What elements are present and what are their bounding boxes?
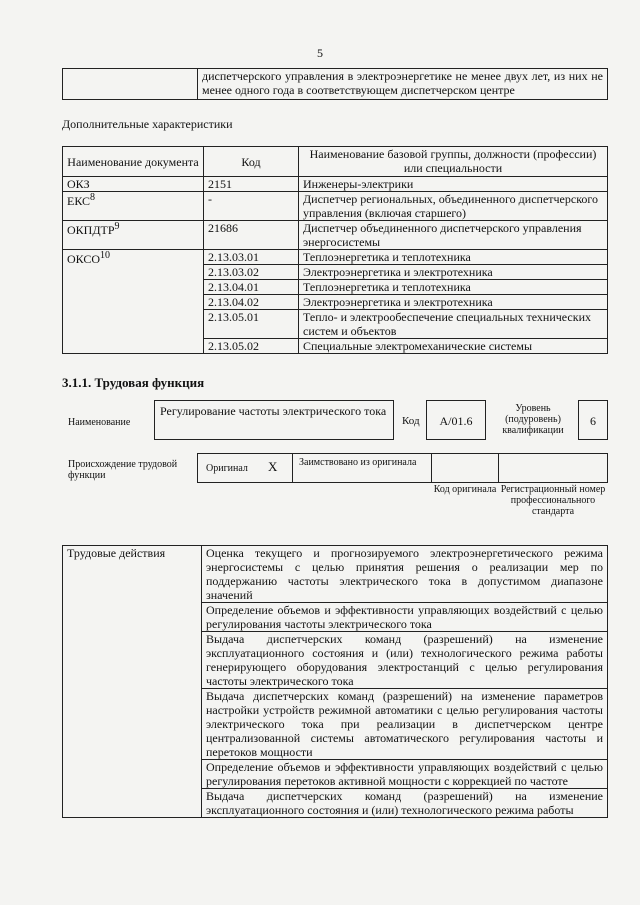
characteristics-table [62, 146, 608, 354]
labor-action-item: Определение объемов и эффективности управляющих воздействий с целью регулирования перетоков активной мощности с коррекцией по частоте [202, 760, 608, 789]
eks-code: - [204, 192, 299, 221]
okz-code: 2151 [204, 177, 299, 192]
okso-name: Тепло- и электрообеспечение специальных технических систем и объектов [299, 310, 608, 339]
labor-action-item: Выдача диспетчерских команд (разрешений) на изменение параметров настройки устройств режимной автоматики с целью регулирования частоты электрического тока при реализации в диспетчерском центре централизованной системы автоматического регулирования частоты и перетоков мощности [202, 689, 608, 760]
header-code: Код [204, 147, 299, 177]
okz-doc: ОКЗ [63, 177, 204, 192]
okso-doc: ОКСО$^{10}$ [63, 250, 204, 354]
labor-actions-label: Трудовые действия [63, 546, 202, 818]
qualification-level-label: Уровень (подуровень) квалификации [502, 403, 564, 436]
extra-characteristics-title: Дополнительные характеристики [62, 117, 233, 131]
okso-code: 2.13.04.02 [204, 295, 299, 310]
origin-reg-caption: Регистрационный номер профессионального стандарта [500, 484, 606, 517]
okpdtr-name: Диспетчер объединенного диспетчерского управления энергосистемы [299, 221, 608, 250]
original-mark: X [268, 459, 278, 474]
okpdtr-code: 21686 [204, 221, 299, 250]
continuation-text: диспетчерского управления в электроэнергетике не менее двух лет, из них не менее одного года в соответствующем диспетчерском центре [198, 69, 608, 100]
okpdtr-doc: ОКПДТР$^9$ [63, 221, 204, 250]
eks-name: Диспетчер региональных, объединенного диспетчерского управления (включая старшего) [299, 192, 608, 221]
okso-name: Электроэнергетика и электротехника [299, 295, 608, 310]
okso-code: 2.13.03.02 [204, 265, 299, 280]
header-name: Наименование базовой группы, должности (профессии) или специальности [299, 147, 608, 177]
okso-name: Электроэнергетика и электротехника [299, 265, 608, 280]
function-code-label: Код [402, 415, 420, 427]
section-title: 3.1.1. Трудовая функция [62, 375, 205, 390]
origin-borrowed-box [292, 453, 432, 483]
continuation-left-cell [63, 69, 198, 100]
labor-action-item: Выдача диспетчерских команд (разрешений) на изменение эксплуатационного состояния и (или) технологического режима работы генерирующего оборудования электростанций с целью регулирования частоты электрического тока [202, 632, 608, 689]
okso-name: Теплоэнергетика и теплотехника [299, 280, 608, 295]
okso-name: Специальные электромеханические системы [299, 339, 608, 354]
original-label: Оригинал [206, 463, 248, 474]
origin-code-box [431, 453, 499, 483]
okso-code: 2.13.05.01 [204, 310, 299, 339]
origin-reg-box [498, 453, 608, 483]
okz-name: Инженеры-электрики [299, 177, 608, 192]
okso-code: 2.13.03.01 [204, 250, 299, 265]
okso-code: 2.13.04.01 [204, 280, 299, 295]
labor-actions-table [62, 545, 608, 818]
eks-doc: ЕКС$^8$ [63, 192, 204, 221]
labor-action-item: Определение объемов и эффективности управляющих воздействий с целью регулирования частоты электрического тока [202, 603, 608, 632]
page-number: 5 [317, 46, 323, 60]
labor-action-item: Выдача диспетчерских команд (разрешений) на изменение эксплуатационного состояния и (или) технологического режима работы [202, 789, 608, 818]
function-name-box: Регулирование частоты электрического тока [154, 400, 394, 440]
qualification-level-box: 6 [578, 400, 608, 440]
header-document: Наименование документа [63, 147, 204, 177]
function-name-label: Наименование [68, 417, 131, 428]
continuation-table [62, 68, 608, 100]
labor-action-item: Оценка текущего и прогнозируемого электроэнергетического режима энергосистемы с целью принятия решения о реализации мер по поддержанию частоты электрического тока в допустимом диапазоне значений [202, 546, 608, 603]
origin-code-caption: Код оригинала [433, 484, 497, 495]
okso-code: 2.13.05.02 [204, 339, 299, 354]
origin-original-box [197, 453, 293, 483]
borrowed-label: Заимствовано из оригинала [299, 457, 417, 468]
function-code-box: А/01.6 [426, 400, 486, 440]
okso-name: Теплоэнергетика и теплотехника [299, 250, 608, 265]
origin-label: Происхождение трудовой функции [68, 459, 178, 481]
